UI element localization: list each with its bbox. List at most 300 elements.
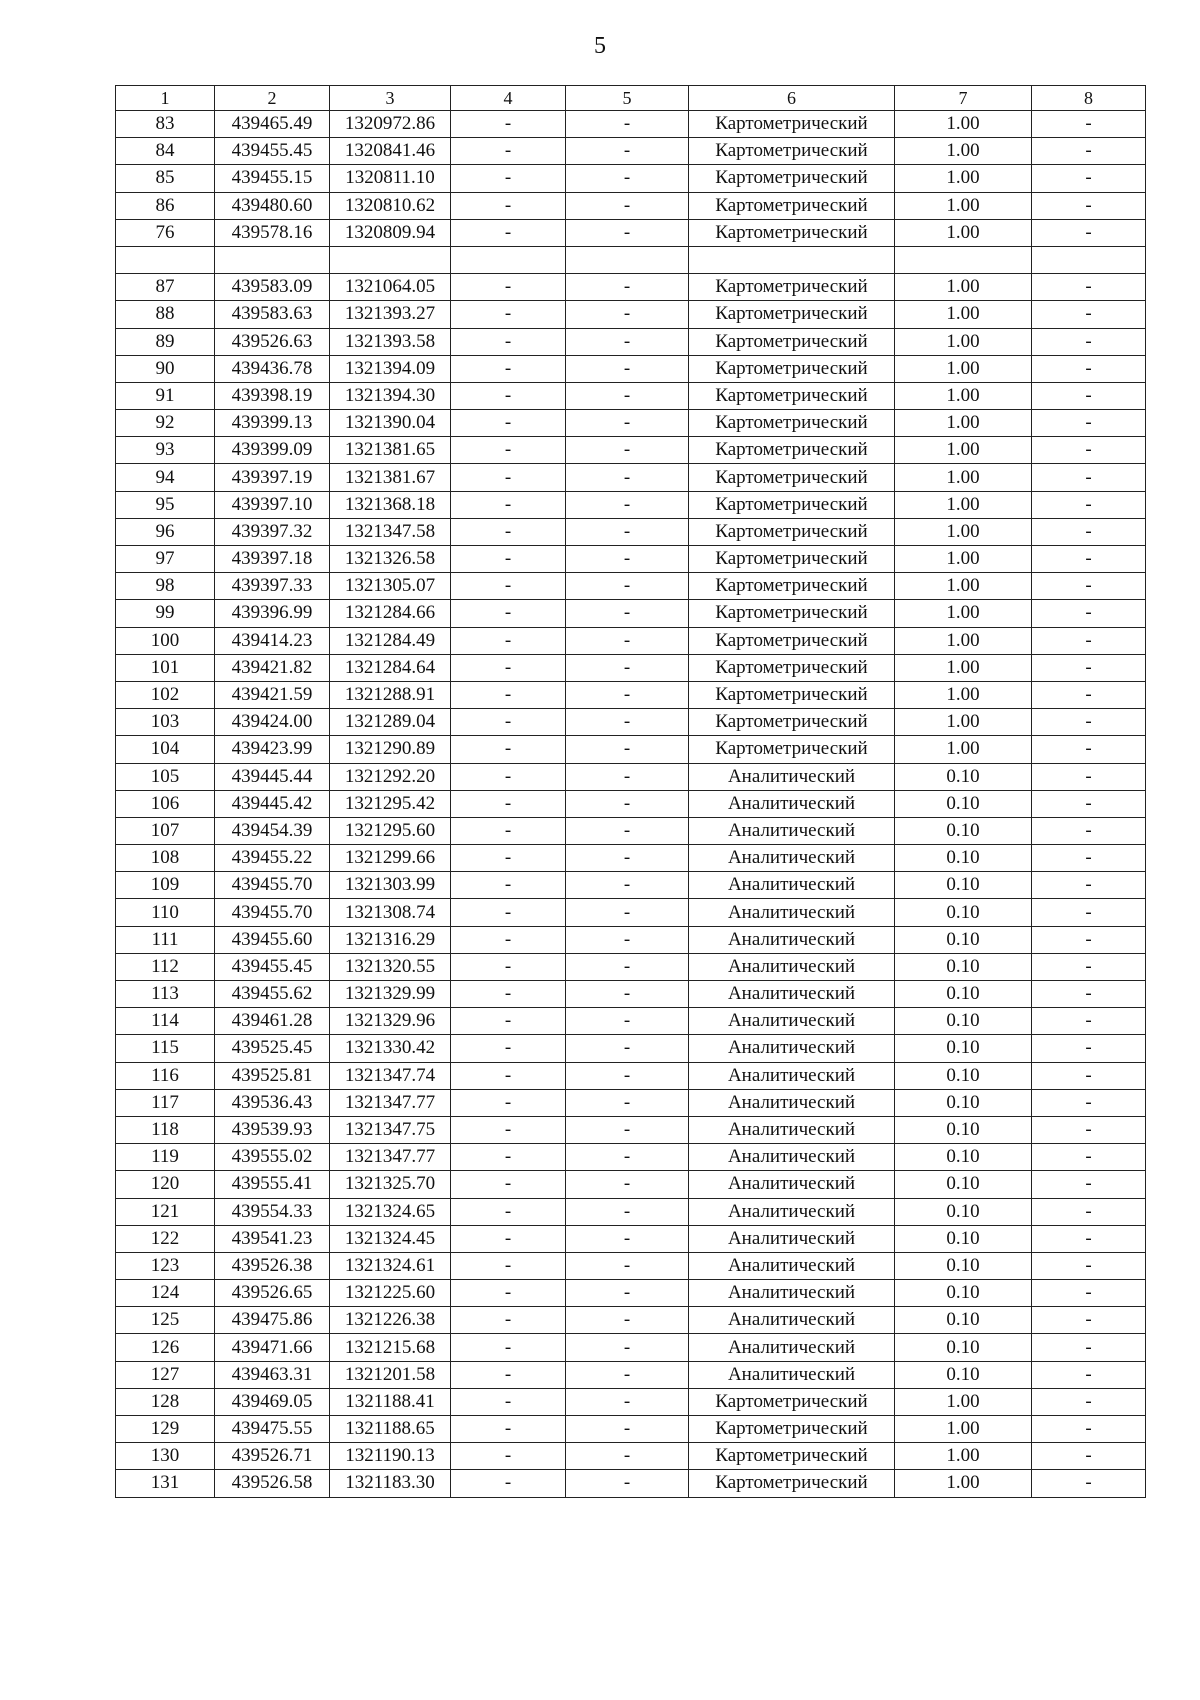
x-coordinate-cell: 439583.09 <box>215 274 330 301</box>
column-4-cell: - <box>451 491 566 518</box>
column-8-cell: - <box>1032 1089 1146 1116</box>
point-number-cell: 102 <box>116 681 215 708</box>
point-number-cell: 120 <box>116 1171 215 1198</box>
x-coordinate-cell: 439475.55 <box>215 1416 330 1443</box>
accuracy-cell: 0.10 <box>895 1089 1032 1116</box>
accuracy-cell: 0.10 <box>895 763 1032 790</box>
column-5-cell: - <box>566 301 689 328</box>
column-8-cell: - <box>1032 464 1146 491</box>
column-4-cell: - <box>451 1008 566 1035</box>
accuracy-cell: 1.00 <box>895 410 1032 437</box>
method-cell: Картометрический <box>689 573 895 600</box>
table-row <box>116 410 1146 437</box>
x-coordinate-cell: 439525.81 <box>215 1062 330 1089</box>
point-number-cell: 130 <box>116 1443 215 1470</box>
y-coordinate-cell: 1321284.49 <box>330 627 451 654</box>
y-coordinate-cell: 1321394.09 <box>330 355 451 382</box>
y-coordinate-cell: 1321324.61 <box>330 1252 451 1279</box>
point-number-cell: 89 <box>116 328 215 355</box>
table-row <box>116 355 1146 382</box>
column-4-cell: - <box>451 1225 566 1252</box>
accuracy-cell: 0.10 <box>895 790 1032 817</box>
column-header: 7 <box>895 86 1032 111</box>
column-5-cell: - <box>566 736 689 763</box>
y-coordinate-cell: 1321188.41 <box>330 1388 451 1415</box>
method-cell: Аналитический <box>689 1144 895 1171</box>
accuracy-cell: 0.10 <box>895 926 1032 953</box>
x-coordinate-cell: 439455.70 <box>215 899 330 926</box>
x-coordinate-cell: 439526.65 <box>215 1280 330 1307</box>
point-number-cell: 107 <box>116 817 215 844</box>
table-row <box>116 1008 1146 1035</box>
table-row <box>116 1334 1146 1361</box>
point-number-cell: 127 <box>116 1361 215 1388</box>
column-8-cell: - <box>1032 382 1146 409</box>
table-row <box>116 1116 1146 1143</box>
x-coordinate-cell: 439525.45 <box>215 1035 330 1062</box>
x-coordinate-cell: 439471.66 <box>215 1334 330 1361</box>
table-row <box>116 981 1146 1008</box>
accuracy-cell: 1.00 <box>895 437 1032 464</box>
column-8-cell: - <box>1032 138 1146 165</box>
point-number-cell: 118 <box>116 1116 215 1143</box>
y-coordinate-cell: 1321295.42 <box>330 790 451 817</box>
point-number-cell: 90 <box>116 355 215 382</box>
column-8-cell: - <box>1032 1008 1146 1035</box>
column-4-cell: - <box>451 165 566 192</box>
column-8-cell: - <box>1032 518 1146 545</box>
point-number-cell: 87 <box>116 274 215 301</box>
y-coordinate-cell: 1321320.55 <box>330 953 451 980</box>
point-number-cell: 98 <box>116 573 215 600</box>
accuracy-cell: 1.00 <box>895 1443 1032 1470</box>
accuracy-cell: 1.00 <box>895 518 1032 545</box>
point-number-cell: 121 <box>116 1198 215 1225</box>
y-coordinate-cell: 1321308.74 <box>330 899 451 926</box>
column-5-cell: - <box>566 1089 689 1116</box>
method-cell: Аналитический <box>689 1252 895 1279</box>
x-coordinate-cell: 439455.45 <box>215 953 330 980</box>
y-coordinate-cell: 1321188.65 <box>330 1416 451 1443</box>
method-cell: Картометрический <box>689 627 895 654</box>
y-coordinate-cell: 1321290.89 <box>330 736 451 763</box>
accuracy-cell: 1.00 <box>895 165 1032 192</box>
column-4-cell: - <box>451 546 566 573</box>
table-row <box>116 518 1146 545</box>
point-number-cell: 109 <box>116 872 215 899</box>
column-8-cell <box>1032 246 1146 273</box>
point-number-cell: 119 <box>116 1144 215 1171</box>
column-4-cell: - <box>451 328 566 355</box>
column-4-cell: - <box>451 192 566 219</box>
column-4-cell: - <box>451 1470 566 1497</box>
method-cell: Картометрический <box>689 355 895 382</box>
column-8-cell: - <box>1032 1225 1146 1252</box>
column-4-cell: - <box>451 981 566 1008</box>
column-8-cell: - <box>1032 845 1146 872</box>
x-coordinate-cell: 439414.23 <box>215 627 330 654</box>
x-coordinate-cell: 439463.31 <box>215 1361 330 1388</box>
x-coordinate-cell: 439480.60 <box>215 192 330 219</box>
column-4-cell: - <box>451 627 566 654</box>
y-coordinate-cell: 1321190.13 <box>330 1443 451 1470</box>
method-cell: Аналитический <box>689 763 895 790</box>
table-row <box>116 899 1146 926</box>
point-number-cell: 116 <box>116 1062 215 1089</box>
point-number-cell: 86 <box>116 192 215 219</box>
column-5-cell: - <box>566 709 689 736</box>
accuracy-cell: 0.10 <box>895 1361 1032 1388</box>
column-header: 8 <box>1032 86 1146 111</box>
method-cell: Аналитический <box>689 926 895 953</box>
table-row <box>116 926 1146 953</box>
method-cell: Аналитический <box>689 1062 895 1089</box>
column-4-cell: - <box>451 1116 566 1143</box>
x-coordinate-cell: 439555.41 <box>215 1171 330 1198</box>
column-4-cell: - <box>451 1334 566 1361</box>
accuracy-cell: 0.10 <box>895 899 1032 926</box>
x-coordinate-cell: 439578.16 <box>215 219 330 246</box>
x-coordinate-cell: 439424.00 <box>215 709 330 736</box>
method-cell: Картометрический <box>689 709 895 736</box>
y-coordinate-cell: 1321201.58 <box>330 1361 451 1388</box>
y-coordinate-cell: 1321324.65 <box>330 1198 451 1225</box>
column-5-cell: - <box>566 926 689 953</box>
column-8-cell: - <box>1032 872 1146 899</box>
method-cell: Аналитический <box>689 1334 895 1361</box>
accuracy-cell: 1.00 <box>895 546 1032 573</box>
column-4-cell: - <box>451 437 566 464</box>
y-coordinate-cell: 1321316.29 <box>330 926 451 953</box>
y-coordinate-cell: 1321225.60 <box>330 1280 451 1307</box>
point-number-cell: 110 <box>116 899 215 926</box>
column-8-cell: - <box>1032 1334 1146 1361</box>
table-row <box>116 1198 1146 1225</box>
point-number-cell: 115 <box>116 1035 215 1062</box>
column-8-cell: - <box>1032 410 1146 437</box>
column-4-cell: - <box>451 464 566 491</box>
table-row <box>116 573 1146 600</box>
column-5-cell: - <box>566 491 689 518</box>
column-8-cell: - <box>1032 491 1146 518</box>
point-number-cell: 94 <box>116 464 215 491</box>
x-coordinate-cell: 439469.05 <box>215 1388 330 1415</box>
y-coordinate-cell: 1321325.70 <box>330 1171 451 1198</box>
column-5-cell: - <box>566 1361 689 1388</box>
column-8-cell: - <box>1032 219 1146 246</box>
x-coordinate-cell: 439539.93 <box>215 1116 330 1143</box>
method-cell: Аналитический <box>689 1035 895 1062</box>
column-8-cell: - <box>1032 736 1146 763</box>
accuracy-cell: 0.10 <box>895 1116 1032 1143</box>
accuracy-cell: 1.00 <box>895 274 1032 301</box>
column-5-cell: - <box>566 1225 689 1252</box>
column-5-cell: - <box>566 953 689 980</box>
table-row <box>116 681 1146 708</box>
y-coordinate-cell: 1320841.46 <box>330 138 451 165</box>
table-row <box>116 1252 1146 1279</box>
y-coordinate-cell: 1321368.18 <box>330 491 451 518</box>
column-5-cell: - <box>566 1252 689 1279</box>
point-number-cell: 83 <box>116 111 215 138</box>
point-number-cell: 112 <box>116 953 215 980</box>
column-8-cell: - <box>1032 926 1146 953</box>
x-coordinate-cell: 439455.15 <box>215 165 330 192</box>
table-header-row <box>116 86 1146 111</box>
column-5-cell: - <box>566 1116 689 1143</box>
column-5-cell: - <box>566 981 689 1008</box>
x-coordinate-cell: 439397.10 <box>215 491 330 518</box>
column-5-cell: - <box>566 1416 689 1443</box>
column-4-cell: - <box>451 1035 566 1062</box>
accuracy-cell: 1.00 <box>895 1470 1032 1497</box>
x-coordinate-cell <box>215 246 330 273</box>
table-row <box>116 1035 1146 1062</box>
accuracy-cell: 0.10 <box>895 1008 1032 1035</box>
x-coordinate-cell: 439396.99 <box>215 600 330 627</box>
column-4-cell: - <box>451 872 566 899</box>
column-4-cell: - <box>451 817 566 844</box>
column-5-cell: - <box>566 355 689 382</box>
accuracy-cell: 0.10 <box>895 817 1032 844</box>
accuracy-cell: 0.10 <box>895 1144 1032 1171</box>
y-coordinate-cell: 1321329.96 <box>330 1008 451 1035</box>
y-coordinate-cell: 1321284.66 <box>330 600 451 627</box>
accuracy-cell: 1.00 <box>895 573 1032 600</box>
method-cell: Картометрический <box>689 192 895 219</box>
method-cell: Аналитический <box>689 790 895 817</box>
table-row <box>116 817 1146 844</box>
column-8-cell: - <box>1032 899 1146 926</box>
column-5-cell: - <box>566 817 689 844</box>
accuracy-cell: 1.00 <box>895 382 1032 409</box>
y-coordinate-cell <box>330 246 451 273</box>
column-8-cell: - <box>1032 953 1146 980</box>
y-coordinate-cell: 1321394.30 <box>330 382 451 409</box>
table-row <box>116 1470 1146 1497</box>
column-4-cell: - <box>451 926 566 953</box>
column-8-cell: - <box>1032 165 1146 192</box>
accuracy-cell: 0.10 <box>895 1307 1032 1334</box>
column-8-cell: - <box>1032 1443 1146 1470</box>
y-coordinate-cell: 1321303.99 <box>330 872 451 899</box>
column-5-cell: - <box>566 1280 689 1307</box>
method-cell: Аналитический <box>689 817 895 844</box>
accuracy-cell: 0.10 <box>895 1035 1032 1062</box>
x-coordinate-cell: 439397.33 <box>215 573 330 600</box>
method-cell: Аналитический <box>689 1225 895 1252</box>
column-4-cell <box>451 246 566 273</box>
y-coordinate-cell: 1321215.68 <box>330 1334 451 1361</box>
column-8-cell: - <box>1032 1144 1146 1171</box>
column-5-cell: - <box>566 192 689 219</box>
method-cell: Картометрический <box>689 546 895 573</box>
x-coordinate-cell: 439421.82 <box>215 654 330 681</box>
accuracy-cell: 1.00 <box>895 301 1032 328</box>
column-5-cell: - <box>566 790 689 817</box>
column-4-cell: - <box>451 736 566 763</box>
method-cell: Картометрический <box>689 410 895 437</box>
column-8-cell: - <box>1032 274 1146 301</box>
table-row <box>116 464 1146 491</box>
column-8-cell: - <box>1032 681 1146 708</box>
table-row <box>116 437 1146 464</box>
column-8-cell: - <box>1032 1171 1146 1198</box>
accuracy-cell: 0.10 <box>895 1334 1032 1361</box>
table-row <box>116 654 1146 681</box>
point-number-cell: 122 <box>116 1225 215 1252</box>
x-coordinate-cell: 439526.63 <box>215 328 330 355</box>
x-coordinate-cell: 439445.44 <box>215 763 330 790</box>
method-cell: Аналитический <box>689 872 895 899</box>
accuracy-cell: 0.10 <box>895 1198 1032 1225</box>
column-4-cell: - <box>451 1252 566 1279</box>
coordinates-table <box>115 85 1146 1498</box>
column-header: 4 <box>451 86 566 111</box>
x-coordinate-cell: 439436.78 <box>215 355 330 382</box>
column-4-cell: - <box>451 1443 566 1470</box>
point-number-cell: 131 <box>116 1470 215 1497</box>
x-coordinate-cell: 439465.49 <box>215 111 330 138</box>
x-coordinate-cell: 439399.13 <box>215 410 330 437</box>
column-5-cell: - <box>566 165 689 192</box>
column-8-cell: - <box>1032 1307 1146 1334</box>
method-cell: Аналитический <box>689 1171 895 1198</box>
point-number-cell: 76 <box>116 219 215 246</box>
column-4-cell: - <box>451 845 566 872</box>
column-5-cell: - <box>566 219 689 246</box>
column-5-cell: - <box>566 573 689 600</box>
column-8-cell: - <box>1032 111 1146 138</box>
x-coordinate-cell: 439455.60 <box>215 926 330 953</box>
method-cell: Аналитический <box>689 953 895 980</box>
point-number-cell: 84 <box>116 138 215 165</box>
point-number-cell: 100 <box>116 627 215 654</box>
column-8-cell: - <box>1032 627 1146 654</box>
column-4-cell: - <box>451 790 566 817</box>
accuracy-cell: 0.10 <box>895 872 1032 899</box>
table-row <box>116 1280 1146 1307</box>
column-5-cell: - <box>566 1470 689 1497</box>
table-row <box>116 219 1146 246</box>
column-5-cell: - <box>566 1144 689 1171</box>
table-row <box>116 1307 1146 1334</box>
column-4-cell: - <box>451 410 566 437</box>
accuracy-cell: 0.10 <box>895 845 1032 872</box>
point-number-cell <box>116 246 215 273</box>
column-5-cell: - <box>566 437 689 464</box>
accuracy-cell: 1.00 <box>895 1388 1032 1415</box>
column-8-cell: - <box>1032 1116 1146 1143</box>
accuracy-cell: 1.00 <box>895 464 1032 491</box>
method-cell: Картометрический <box>689 736 895 763</box>
column-header: 1 <box>116 86 215 111</box>
column-4-cell: - <box>451 518 566 545</box>
accuracy-cell: 1.00 <box>895 600 1032 627</box>
column-5-cell: - <box>566 1443 689 1470</box>
table-row <box>116 709 1146 736</box>
accuracy-cell: 1.00 <box>895 111 1032 138</box>
column-8-cell: - <box>1032 328 1146 355</box>
column-4-cell: - <box>451 573 566 600</box>
x-coordinate-cell: 439398.19 <box>215 382 330 409</box>
column-4-cell: - <box>451 600 566 627</box>
y-coordinate-cell: 1321329.99 <box>330 981 451 1008</box>
column-8-cell: - <box>1032 1361 1146 1388</box>
accuracy-cell: 0.10 <box>895 981 1032 1008</box>
point-number-cell: 108 <box>116 845 215 872</box>
x-coordinate-cell: 439455.70 <box>215 872 330 899</box>
column-4-cell: - <box>451 953 566 980</box>
table-row <box>116 600 1146 627</box>
y-coordinate-cell: 1321284.64 <box>330 654 451 681</box>
x-coordinate-cell: 439397.19 <box>215 464 330 491</box>
point-number-cell: 97 <box>116 546 215 573</box>
point-number-cell: 93 <box>116 437 215 464</box>
method-cell: Картометрический <box>689 138 895 165</box>
y-coordinate-cell: 1321292.20 <box>330 763 451 790</box>
accuracy-cell: 0.10 <box>895 1062 1032 1089</box>
column-8-cell: - <box>1032 1035 1146 1062</box>
column-8-cell: - <box>1032 1252 1146 1279</box>
column-header: 6 <box>689 86 895 111</box>
column-4-cell: - <box>451 709 566 736</box>
column-5-cell: - <box>566 410 689 437</box>
method-cell: Картометрический <box>689 274 895 301</box>
table-row <box>116 1171 1146 1198</box>
table-row <box>116 546 1146 573</box>
y-coordinate-cell: 1321381.67 <box>330 464 451 491</box>
y-coordinate-cell: 1321381.65 <box>330 437 451 464</box>
column-5-cell: - <box>566 138 689 165</box>
table-row <box>116 138 1146 165</box>
point-number-cell: 117 <box>116 1089 215 1116</box>
table-row <box>116 1225 1146 1252</box>
column-4-cell: - <box>451 1089 566 1116</box>
column-8-cell: - <box>1032 790 1146 817</box>
table-row <box>116 111 1146 138</box>
method-cell: Картометрический <box>689 654 895 681</box>
column-8-cell: - <box>1032 654 1146 681</box>
x-coordinate-cell: 439455.62 <box>215 981 330 1008</box>
column-header: 2 <box>215 86 330 111</box>
column-5-cell: - <box>566 1008 689 1035</box>
y-coordinate-cell: 1321390.04 <box>330 410 451 437</box>
table-row <box>116 301 1146 328</box>
column-8-cell: - <box>1032 573 1146 600</box>
accuracy-cell: 0.10 <box>895 1171 1032 1198</box>
table-row <box>116 192 1146 219</box>
y-coordinate-cell: 1320809.94 <box>330 219 451 246</box>
method-cell: Аналитический <box>689 1008 895 1035</box>
y-coordinate-cell: 1321064.05 <box>330 274 451 301</box>
column-4-cell: - <box>451 1361 566 1388</box>
table-row <box>116 328 1146 355</box>
y-coordinate-cell: 1321226.38 <box>330 1307 451 1334</box>
point-number-cell: 106 <box>116 790 215 817</box>
column-5-cell: - <box>566 1035 689 1062</box>
column-5-cell: - <box>566 111 689 138</box>
column-4-cell: - <box>451 1388 566 1415</box>
point-number-cell: 114 <box>116 1008 215 1035</box>
column-4-cell: - <box>451 301 566 328</box>
point-number-cell: 111 <box>116 926 215 953</box>
method-cell: Аналитический <box>689 1307 895 1334</box>
table-row <box>116 1416 1146 1443</box>
column-5-cell: - <box>566 1062 689 1089</box>
column-8-cell: - <box>1032 981 1146 1008</box>
method-cell: Картометрический <box>689 464 895 491</box>
